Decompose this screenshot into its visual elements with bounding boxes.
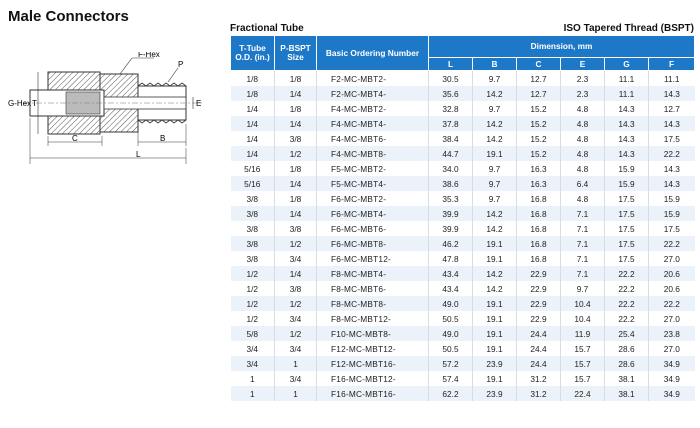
cell-dim-g: 17.5 bbox=[605, 221, 649, 236]
cell-pbspt: 3/4 bbox=[275, 371, 317, 386]
cell-dim-g: 14.3 bbox=[605, 131, 649, 146]
cell-dim-e: 4.8 bbox=[561, 131, 605, 146]
cell-tube-od: 1/8 bbox=[231, 71, 275, 87]
cell-tube-od: 5/16 bbox=[231, 176, 275, 191]
cell-dim-g: 28.6 bbox=[605, 356, 649, 371]
cell-dim-e: 4.8 bbox=[561, 146, 605, 161]
connector-diagram bbox=[8, 52, 218, 172]
cell-dim-c: 15.2 bbox=[517, 116, 561, 131]
cell-pbspt: 1/4 bbox=[275, 266, 317, 281]
cell-dim-c: 24.4 bbox=[517, 326, 561, 341]
cell-dim-c: 16.3 bbox=[517, 161, 561, 176]
cell-tube-od: 1/4 bbox=[231, 146, 275, 161]
cell-dim-b: 14.2 bbox=[473, 221, 517, 236]
cell-dim-e: 4.8 bbox=[561, 161, 605, 176]
cell-pbspt: 1/4 bbox=[275, 176, 317, 191]
cell-dim-l: 39.9 bbox=[429, 206, 473, 221]
cell-dim-e: 4.8 bbox=[561, 116, 605, 131]
cell-ordering-number: F8-MC-MBT6- bbox=[317, 281, 429, 296]
cell-dim-e: 15.7 bbox=[561, 371, 605, 386]
cell-tube-od: 1/4 bbox=[231, 101, 275, 116]
cell-dim-g: 11.1 bbox=[605, 71, 649, 87]
cell-ordering-number: F6-MC-MBT6- bbox=[317, 221, 429, 236]
cell-dim-f: 27.0 bbox=[649, 341, 695, 356]
cell-dim-b: 19.1 bbox=[473, 146, 517, 161]
cell-dim-f: 17.5 bbox=[649, 221, 695, 236]
cell-dim-b: 14.2 bbox=[473, 116, 517, 131]
cell-dim-g: 38.1 bbox=[605, 371, 649, 386]
cell-dim-g: 15.9 bbox=[605, 176, 649, 191]
cell-dim-b: 9.7 bbox=[473, 176, 517, 191]
col-dim-l: L bbox=[429, 58, 473, 71]
cell-ordering-number: F8-MC-MBT8- bbox=[317, 296, 429, 311]
cell-tube-od: 3/8 bbox=[231, 236, 275, 251]
cell-dim-f: 22.2 bbox=[649, 146, 695, 161]
cell-dim-c: 16.3 bbox=[517, 176, 561, 191]
cell-dim-c: 15.2 bbox=[517, 131, 561, 146]
cell-ordering-number: F4-MC-MBT4- bbox=[317, 116, 429, 131]
cell-dim-b: 19.1 bbox=[473, 251, 517, 266]
cell-ordering-number: F4-MC-MBT8- bbox=[317, 146, 429, 161]
table-row bbox=[231, 71, 695, 87]
cell-dim-c: 16.8 bbox=[517, 221, 561, 236]
cell-ordering-number: F8-MC-MBT12- bbox=[317, 311, 429, 326]
l-label: L bbox=[136, 150, 141, 159]
cell-dim-l: 43.4 bbox=[429, 281, 473, 296]
table-row bbox=[231, 236, 695, 251]
table-header-right: ISO Tapered Thread (BSPT) bbox=[563, 23, 694, 34]
cell-dim-b: 19.1 bbox=[473, 296, 517, 311]
cell-tube-od: 3/8 bbox=[231, 251, 275, 266]
cell-dim-g: 17.5 bbox=[605, 206, 649, 221]
table-row bbox=[231, 281, 695, 296]
cell-ordering-number: F6-MC-MBT4- bbox=[317, 206, 429, 221]
table-row bbox=[231, 371, 695, 386]
table-row bbox=[231, 101, 695, 116]
cell-dim-c: 16.8 bbox=[517, 251, 561, 266]
table-row bbox=[231, 386, 695, 401]
cell-dim-b: 14.2 bbox=[473, 86, 517, 101]
cell-dim-g: 25.4 bbox=[605, 326, 649, 341]
cell-dim-f: 14.3 bbox=[649, 161, 695, 176]
cell-dim-c: 16.8 bbox=[517, 191, 561, 206]
cell-dim-l: 57.4 bbox=[429, 371, 473, 386]
cell-tube-od: 5/8 bbox=[231, 326, 275, 341]
cell-dim-f: 27.0 bbox=[649, 311, 695, 326]
g-hex-label: G-Hex bbox=[8, 99, 32, 108]
cell-dim-f: 11.1 bbox=[649, 71, 695, 87]
cell-dim-c: 22.9 bbox=[517, 266, 561, 281]
cell-dim-l: 50.5 bbox=[429, 311, 473, 326]
cell-dim-e: 15.7 bbox=[561, 356, 605, 371]
cell-ordering-number: F10-MC-MBT8- bbox=[317, 326, 429, 341]
cell-dim-e: 22.4 bbox=[561, 386, 605, 401]
col-tube-od: T-Tube O.D. (in.) bbox=[231, 36, 275, 71]
cell-dim-f: 17.5 bbox=[649, 131, 695, 146]
cell-dim-l: 30.5 bbox=[429, 71, 473, 87]
table-row bbox=[231, 221, 695, 236]
table-header-left: Fractional Tube bbox=[230, 23, 304, 34]
cell-tube-od: 1/2 bbox=[231, 296, 275, 311]
cell-tube-od: 1/4 bbox=[231, 116, 275, 131]
cell-ordering-number: F16-MC-MBT16- bbox=[317, 386, 429, 401]
col-dim-f: F bbox=[649, 58, 695, 71]
cell-dim-l: 46.2 bbox=[429, 236, 473, 251]
cell-tube-od: 1/2 bbox=[231, 266, 275, 281]
spec-table bbox=[230, 35, 695, 401]
table-row bbox=[231, 206, 695, 221]
cell-dim-f: 12.7 bbox=[649, 101, 695, 116]
cell-ordering-number: F12-MC-MBT16- bbox=[317, 356, 429, 371]
table-row bbox=[231, 356, 695, 371]
cell-tube-od: 3/4 bbox=[231, 341, 275, 356]
cell-dim-e: 4.8 bbox=[561, 101, 605, 116]
cell-dim-e: 7.1 bbox=[561, 221, 605, 236]
cell-ordering-number: F8-MC-MBT4- bbox=[317, 266, 429, 281]
cell-dim-c: 12.7 bbox=[517, 71, 561, 87]
table-row bbox=[231, 266, 695, 281]
cell-ordering-number: F4-MC-MBT6- bbox=[317, 131, 429, 146]
cell-dim-b: 19.1 bbox=[473, 236, 517, 251]
cell-ordering-number: F6-MC-MBT12- bbox=[317, 251, 429, 266]
col-dimension: Dimension, mm bbox=[429, 36, 695, 58]
cell-dim-c: 16.8 bbox=[517, 236, 561, 251]
cell-pbspt: 1/4 bbox=[275, 116, 317, 131]
cell-dim-c: 22.9 bbox=[517, 281, 561, 296]
cell-ordering-number: F16-MC-MBT12- bbox=[317, 371, 429, 386]
col-dim-b: B bbox=[473, 58, 517, 71]
cell-pbspt: 3/8 bbox=[275, 131, 317, 146]
cell-dim-g: 17.5 bbox=[605, 251, 649, 266]
cell-dim-f: 22.2 bbox=[649, 236, 695, 251]
col-pbspt: P-BSPT Size bbox=[275, 36, 317, 71]
c-label: C bbox=[72, 134, 78, 143]
cell-dim-b: 19.1 bbox=[473, 326, 517, 341]
cell-tube-od: 3/8 bbox=[231, 191, 275, 206]
cell-dim-g: 14.3 bbox=[605, 116, 649, 131]
cell-dim-b: 14.2 bbox=[473, 206, 517, 221]
cell-pbspt: 1/8 bbox=[275, 191, 317, 206]
cell-dim-b: 14.2 bbox=[473, 131, 517, 146]
cell-dim-e: 7.1 bbox=[561, 236, 605, 251]
cell-dim-f: 20.6 bbox=[649, 266, 695, 281]
table-row bbox=[231, 326, 695, 341]
table-row bbox=[231, 311, 695, 326]
col-dim-c: C bbox=[517, 58, 561, 71]
cell-dim-f: 15.9 bbox=[649, 191, 695, 206]
cell-ordering-number: F2-MC-MBT2- bbox=[317, 71, 429, 87]
table-row bbox=[231, 131, 695, 146]
cell-pbspt: 1/2 bbox=[275, 146, 317, 161]
f-hex-label: F-Hex bbox=[138, 52, 160, 59]
b-label: B bbox=[160, 134, 166, 143]
table-row bbox=[231, 191, 695, 206]
cell-pbspt: 1 bbox=[275, 386, 317, 401]
cell-dim-l: 50.5 bbox=[429, 341, 473, 356]
cell-pbspt: 3/8 bbox=[275, 221, 317, 236]
cell-dim-b: 9.7 bbox=[473, 191, 517, 206]
cell-pbspt: 1/2 bbox=[275, 236, 317, 251]
cell-dim-g: 22.2 bbox=[605, 296, 649, 311]
cell-dim-l: 35.3 bbox=[429, 191, 473, 206]
table-row bbox=[231, 161, 695, 176]
table-row bbox=[231, 86, 695, 101]
cell-dim-e: 6.4 bbox=[561, 176, 605, 191]
cell-pbspt: 1/8 bbox=[275, 161, 317, 176]
cell-dim-g: 22.2 bbox=[605, 281, 649, 296]
cell-dim-g: 28.6 bbox=[605, 341, 649, 356]
cell-ordering-number: F5-MC-MBT4- bbox=[317, 176, 429, 191]
cell-dim-e: 7.1 bbox=[561, 266, 605, 281]
cell-dim-f: 34.9 bbox=[649, 386, 695, 401]
cell-dim-c: 12.7 bbox=[517, 86, 561, 101]
cell-pbspt: 1/2 bbox=[275, 326, 317, 341]
cell-dim-b: 19.1 bbox=[473, 341, 517, 356]
col-dim-e: E bbox=[561, 58, 605, 71]
cell-dim-c: 31.2 bbox=[517, 386, 561, 401]
cell-tube-od: 1/8 bbox=[231, 86, 275, 101]
cell-dim-f: 34.9 bbox=[649, 356, 695, 371]
cell-dim-c: 15.2 bbox=[517, 146, 561, 161]
cell-tube-od: 1/4 bbox=[231, 131, 275, 146]
cell-dim-l: 47.8 bbox=[429, 251, 473, 266]
cell-dim-l: 38.4 bbox=[429, 131, 473, 146]
cell-tube-od: 1 bbox=[231, 386, 275, 401]
cell-dim-g: 14.3 bbox=[605, 101, 649, 116]
cell-dim-g: 17.5 bbox=[605, 236, 649, 251]
cell-ordering-number: F4-MC-MBT2- bbox=[317, 101, 429, 116]
cell-pbspt: 3/4 bbox=[275, 251, 317, 266]
cell-dim-c: 31.2 bbox=[517, 371, 561, 386]
cell-dim-l: 49.0 bbox=[429, 296, 473, 311]
table-row bbox=[231, 341, 695, 356]
cell-dim-e: 7.1 bbox=[561, 206, 605, 221]
cell-pbspt: 3/4 bbox=[275, 341, 317, 356]
cell-dim-l: 34.0 bbox=[429, 161, 473, 176]
cell-dim-b: 9.7 bbox=[473, 161, 517, 176]
cell-dim-f: 14.3 bbox=[649, 176, 695, 191]
cell-dim-l: 38.6 bbox=[429, 176, 473, 191]
cell-dim-g: 38.1 bbox=[605, 386, 649, 401]
cell-dim-l: 37.8 bbox=[429, 116, 473, 131]
table-row bbox=[231, 116, 695, 131]
cell-dim-l: 35.6 bbox=[429, 86, 473, 101]
table-row bbox=[231, 146, 695, 161]
cell-dim-b: 23.9 bbox=[473, 386, 517, 401]
cell-dim-b: 9.7 bbox=[473, 101, 517, 116]
cell-tube-od: 3/8 bbox=[231, 206, 275, 221]
cell-pbspt: 3/4 bbox=[275, 311, 317, 326]
cell-dim-l: 57.2 bbox=[429, 356, 473, 371]
cell-tube-od: 5/16 bbox=[231, 161, 275, 176]
cell-ordering-number: F5-MC-MBT2- bbox=[317, 161, 429, 176]
e-label: E bbox=[196, 99, 202, 108]
cell-pbspt: 1/4 bbox=[275, 86, 317, 101]
t-label: T bbox=[32, 99, 37, 108]
cell-pbspt: 1/4 bbox=[275, 206, 317, 221]
cell-pbspt: 1/8 bbox=[275, 101, 317, 116]
cell-dim-g: 11.1 bbox=[605, 86, 649, 101]
cell-tube-od: 1/2 bbox=[231, 281, 275, 296]
cell-dim-e: 4.8 bbox=[561, 191, 605, 206]
cell-dim-c: 22.9 bbox=[517, 296, 561, 311]
cell-dim-f: 23.8 bbox=[649, 326, 695, 341]
cell-dim-e: 10.4 bbox=[561, 311, 605, 326]
cell-dim-f: 14.3 bbox=[649, 86, 695, 101]
cell-dim-b: 14.2 bbox=[473, 266, 517, 281]
cell-dim-b: 14.2 bbox=[473, 281, 517, 296]
cell-dim-e: 2.3 bbox=[561, 71, 605, 87]
cell-dim-e: 7.1 bbox=[561, 251, 605, 266]
cell-ordering-number: F6-MC-MBT8- bbox=[317, 236, 429, 251]
col-ordering: Basic Ordering Number bbox=[317, 36, 429, 71]
table-row bbox=[231, 251, 695, 266]
cell-dim-l: 49.0 bbox=[429, 326, 473, 341]
cell-pbspt: 1 bbox=[275, 356, 317, 371]
cell-dim-g: 14.3 bbox=[605, 146, 649, 161]
cell-pbspt: 1/2 bbox=[275, 296, 317, 311]
table-row bbox=[231, 176, 695, 191]
cell-tube-od: 1 bbox=[231, 371, 275, 386]
cell-ordering-number: F6-MC-MBT2- bbox=[317, 191, 429, 206]
cell-dim-c: 15.2 bbox=[517, 101, 561, 116]
cell-dim-l: 32.8 bbox=[429, 101, 473, 116]
cell-dim-f: 27.0 bbox=[649, 251, 695, 266]
cell-dim-e: 15.7 bbox=[561, 341, 605, 356]
cell-dim-e: 10.4 bbox=[561, 296, 605, 311]
cell-dim-b: 9.7 bbox=[473, 71, 517, 87]
cell-dim-g: 22.2 bbox=[605, 311, 649, 326]
cell-dim-b: 23.9 bbox=[473, 356, 517, 371]
cell-dim-g: 15.9 bbox=[605, 161, 649, 176]
cell-ordering-number: F2-MC-MBT4- bbox=[317, 86, 429, 101]
cell-dim-c: 24.4 bbox=[517, 356, 561, 371]
cell-dim-f: 14.3 bbox=[649, 116, 695, 131]
page-title: Male Connectors bbox=[8, 8, 129, 25]
cell-dim-f: 34.9 bbox=[649, 371, 695, 386]
cell-dim-g: 17.5 bbox=[605, 191, 649, 206]
cell-dim-c: 16.8 bbox=[517, 206, 561, 221]
cell-dim-l: 43.4 bbox=[429, 266, 473, 281]
cell-pbspt: 3/8 bbox=[275, 281, 317, 296]
cell-dim-e: 11.9 bbox=[561, 326, 605, 341]
cell-dim-f: 20.6 bbox=[649, 281, 695, 296]
cell-tube-od: 3/8 bbox=[231, 221, 275, 236]
cell-dim-b: 19.1 bbox=[473, 311, 517, 326]
cell-dim-c: 22.9 bbox=[517, 311, 561, 326]
cell-dim-l: 62.2 bbox=[429, 386, 473, 401]
cell-dim-f: 22.2 bbox=[649, 296, 695, 311]
cell-dim-c: 24.4 bbox=[517, 341, 561, 356]
cell-dim-g: 22.2 bbox=[605, 266, 649, 281]
cell-dim-e: 9.7 bbox=[561, 281, 605, 296]
table-row bbox=[231, 296, 695, 311]
cell-tube-od: 1/2 bbox=[231, 311, 275, 326]
col-dim-g: G bbox=[605, 58, 649, 71]
cell-dim-b: 19.1 bbox=[473, 371, 517, 386]
cell-ordering-number: F12-MC-MBT12- bbox=[317, 341, 429, 356]
cell-tube-od: 3/4 bbox=[231, 356, 275, 371]
cell-dim-l: 39.9 bbox=[429, 221, 473, 236]
cell-pbspt: 1/8 bbox=[275, 71, 317, 87]
p-label: P bbox=[178, 60, 184, 69]
cell-dim-f: 15.9 bbox=[649, 206, 695, 221]
cell-dim-e: 2.3 bbox=[561, 86, 605, 101]
cell-dim-l: 44.7 bbox=[429, 146, 473, 161]
